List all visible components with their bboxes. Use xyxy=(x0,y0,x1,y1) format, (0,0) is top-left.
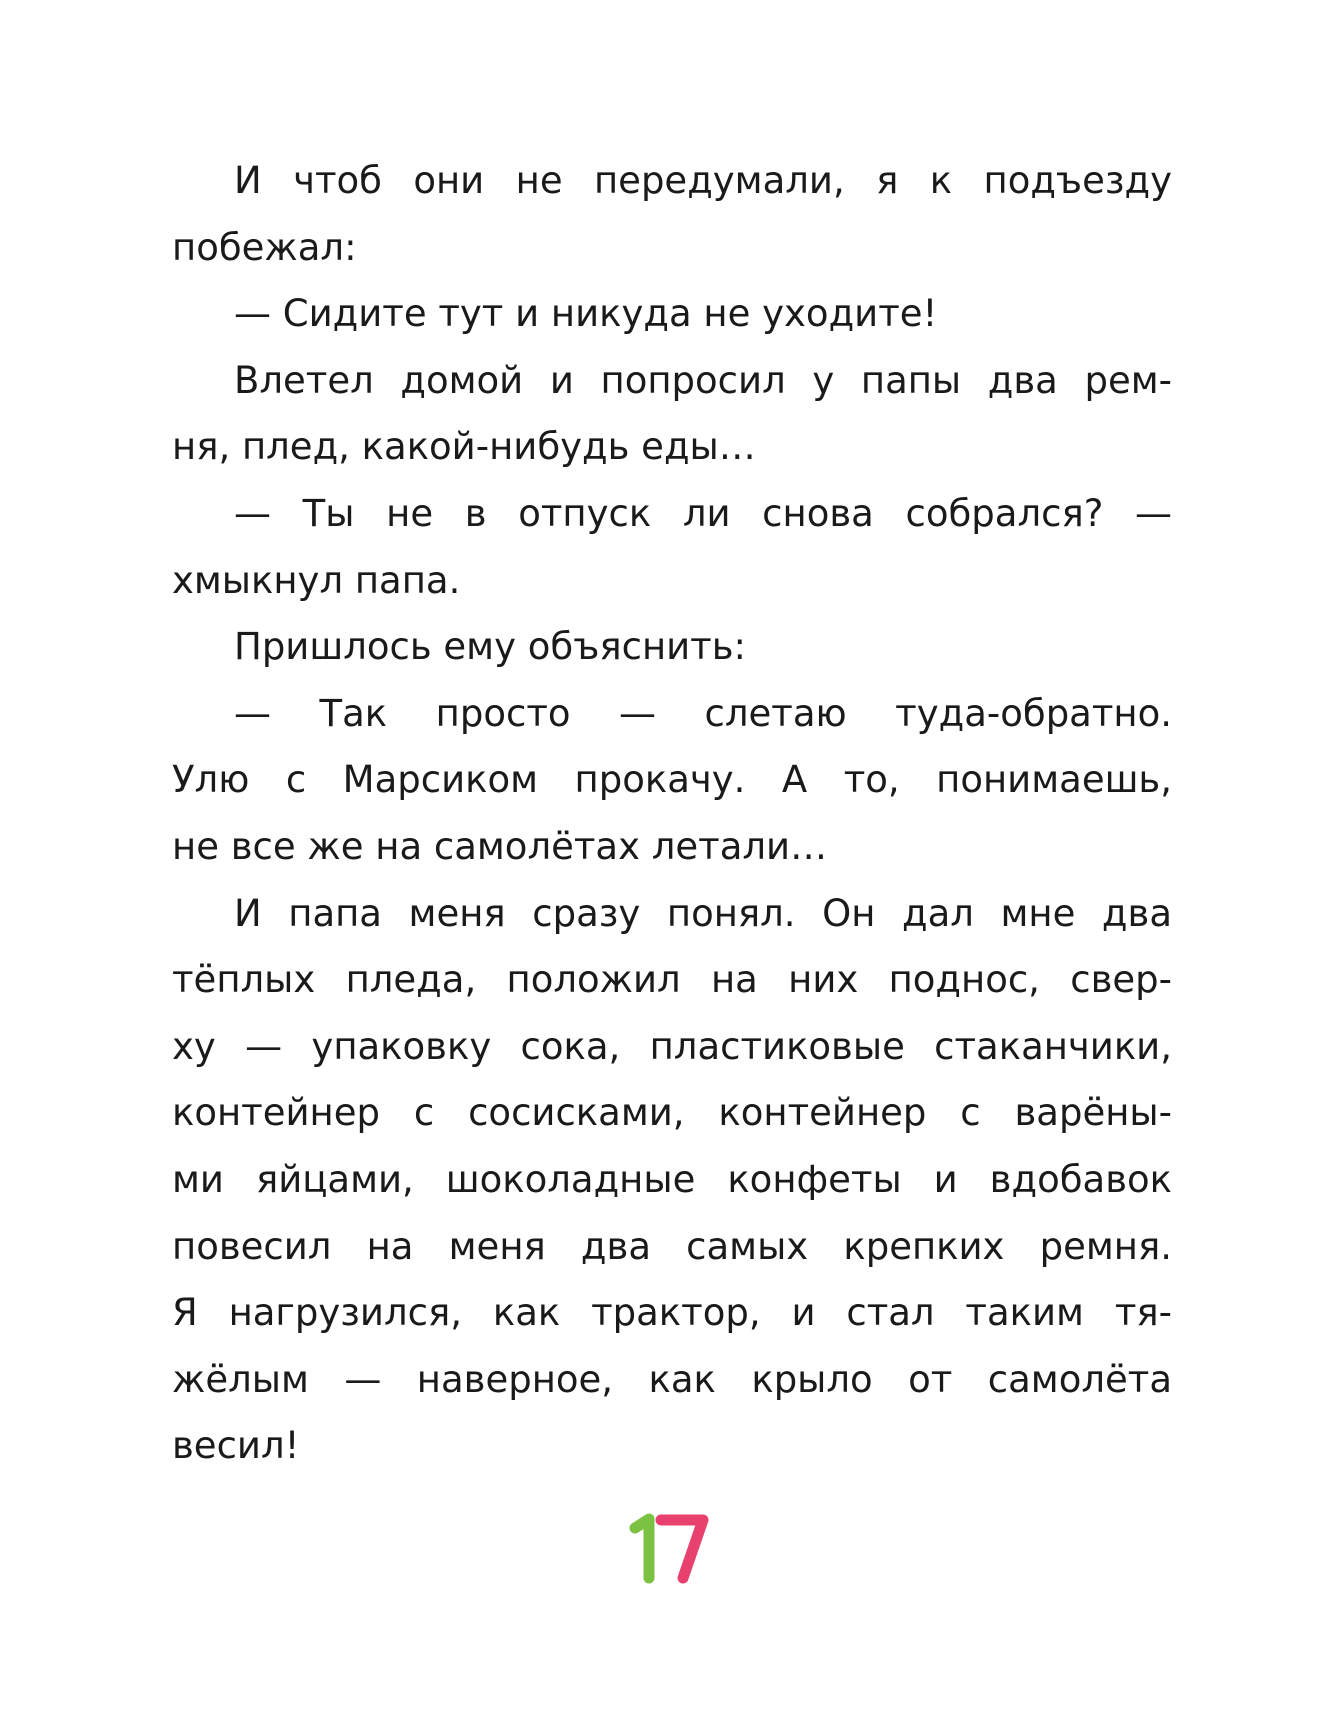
text-line: тёплых пледа, положил на них поднос, свер- xyxy=(172,958,1172,1002)
page-number xyxy=(0,1512,1339,1590)
text-line: не все же на самолётах летали… xyxy=(172,824,828,868)
text-line: Влетел домой и попросил у папы два рем- xyxy=(234,358,1172,402)
text-line: — Сидите тут и никуда не уходите! xyxy=(234,292,938,336)
page-number-digit-1 xyxy=(635,1519,649,1578)
text-line: ху — упаковку сока, пластиковые стаканчики, xyxy=(172,1024,1172,1068)
text-line: ми яйцами, шоколадные конфеты и вдобавок xyxy=(172,1157,1172,1201)
text-line: Пришлось ему объяснить: xyxy=(234,625,747,669)
text-line: весил! xyxy=(172,1424,300,1468)
text-line: ня, плед, какой-нибудь еды… xyxy=(172,425,756,469)
text-line: жёлым — наверное, как крыло от самолёта xyxy=(172,1357,1172,1401)
text-line: — Так просто — слетаю туда-обратно. xyxy=(234,691,1172,735)
text-line: хмыкнул папа. xyxy=(172,558,461,602)
text-line: Улю с Марсиком прокачу. А то, понимаешь, xyxy=(172,758,1172,802)
story-text xyxy=(172,148,1172,1480)
text-line: контейнер с сосисками, контейнер с варёны- xyxy=(172,1091,1172,1135)
text-line: И чтоб они не передумали, я к подъезду xyxy=(234,159,1172,202)
text-line: побежал: xyxy=(172,225,357,269)
page-number-digit-7 xyxy=(661,1520,703,1578)
page-number-graphic xyxy=(625,1512,715,1586)
text-line: повесил на меня два самых крепких ремня. xyxy=(172,1224,1172,1268)
text-line: Я нагрузился, как трактор, и стал таким тя- xyxy=(172,1291,1172,1335)
text-line: И папа меня сразу понял. Он дал мне два xyxy=(234,891,1172,935)
text-line: — Ты не в отпуск ли снова собрался? — xyxy=(234,491,1172,535)
